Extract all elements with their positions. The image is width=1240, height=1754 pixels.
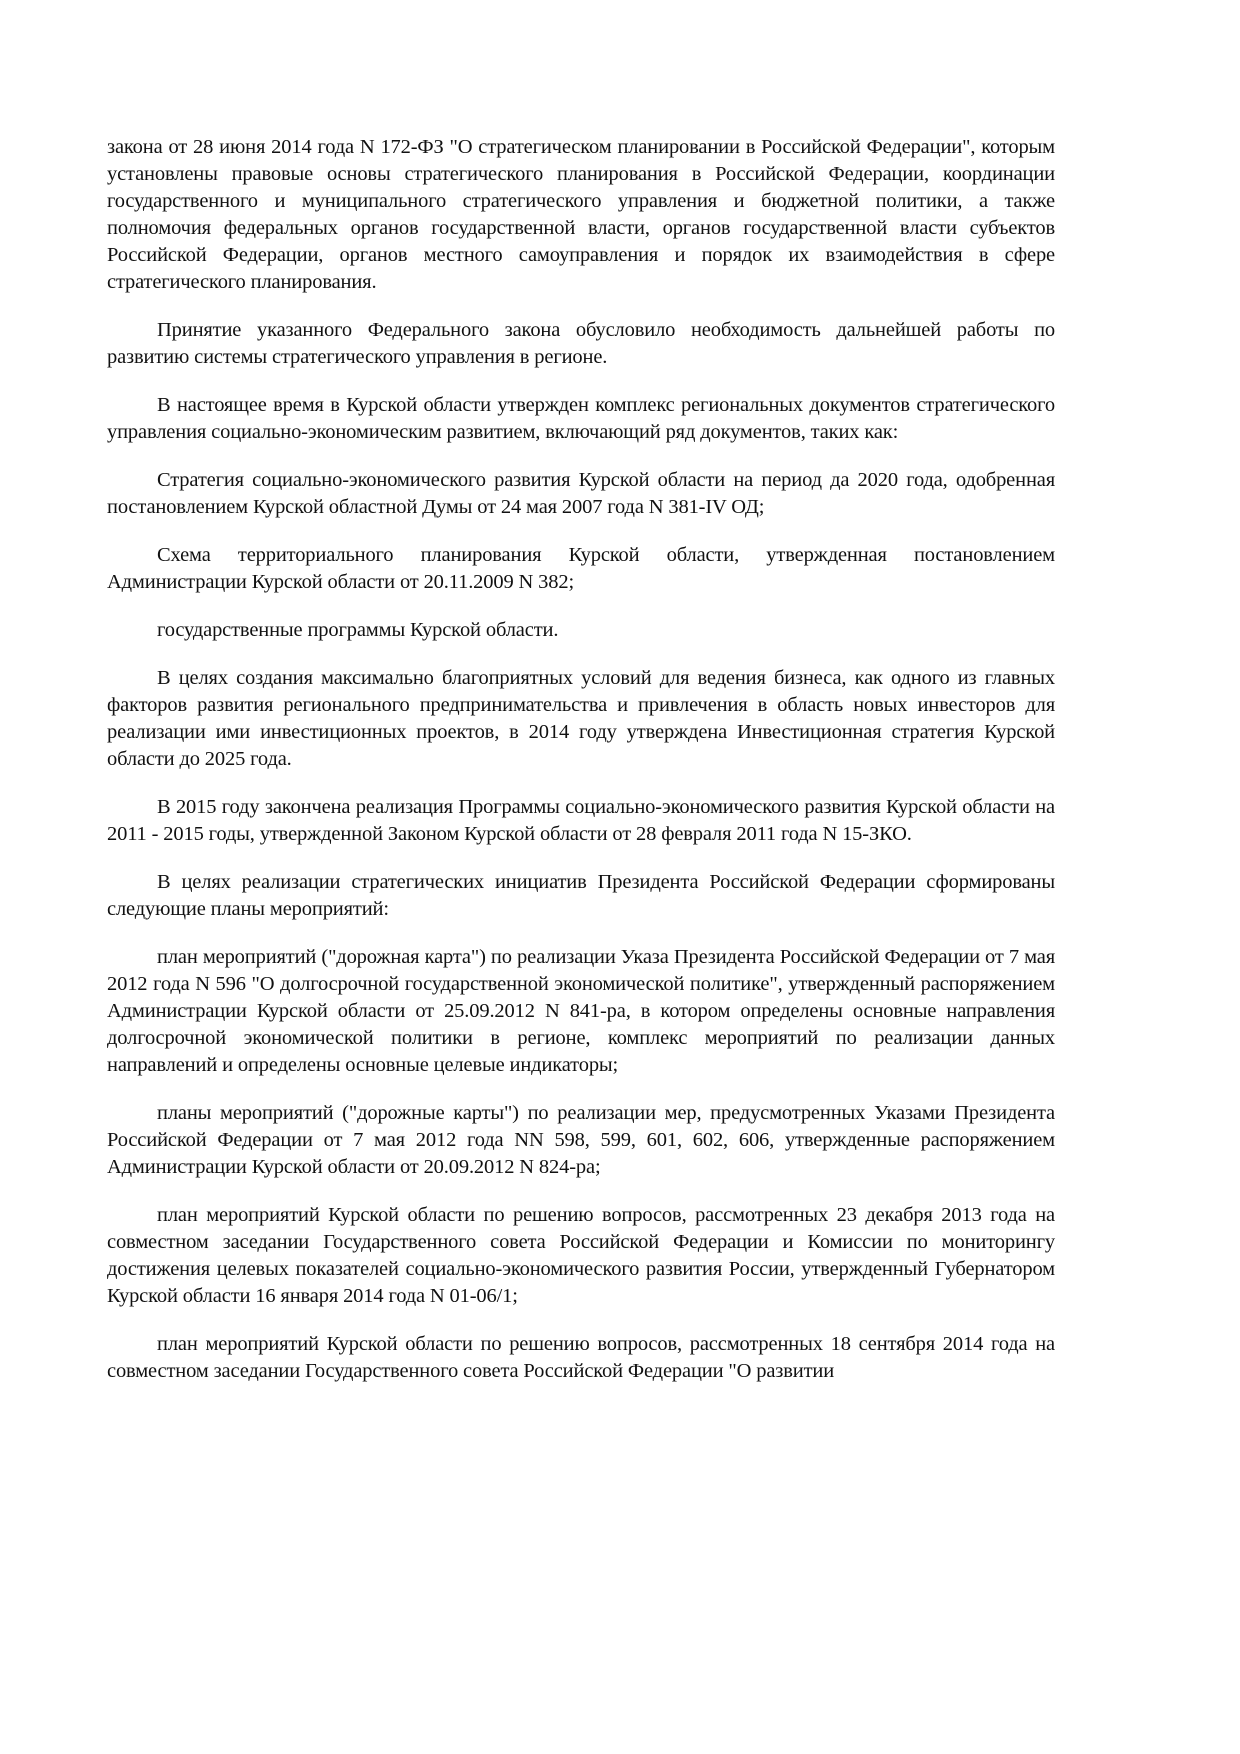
paragraph-plan-dec-2013: план мероприятий Курской области по решению вопросов, рассмотренных 23 декабря 2013 года на совместном заседании Государственного совета Российской Федерации и Комиссии по мониторингу достижения целевых показателей социально-экономического развития России, утвержденный Губернатором Курской области 16 января 2014 года N 01-06/1; xyxy=(107,1204,1055,1307)
paragraph-plan-sep-2014: план мероприятий Курской области по решению вопросов, рассмотренных 18 сентября 2014 года на совместном заседании Государственного совета Российской Федерации "О развитии xyxy=(107,1333,1055,1382)
paragraph-investment-strategy: В целях создания максимально благоприятных условий для ведения бизнеса, как одного из главных факторов развития регионального предпринимательства и привлечения в область новых инвесторов для реализации ими инвестиционных проектов, в 2014 году утверждена Инвестиционная стратегия Курской области до 2025 года. xyxy=(107,667,1055,770)
paragraph-state-programs: государственные программы Курской области. xyxy=(157,619,559,641)
paragraph-territorial-scheme: Схема территориального планирования Курской области, утвержденная постановлением Администрации Курской области от 20.11.2009 N 382; xyxy=(107,544,1055,593)
paragraph-roadmap-596: план мероприятий ("дорожная карта") по реализации Указа Президента Российской Федерации от 7 мая 2012 года N 596 "О долгосрочной государственной экономической политике", утвержденный распоряжением Администрации Курской области от 25.09.2012 N 841-ра, в котором определены основные направления долгосрочной экономической политики в регионе, комплекс мероприятий по реализации данных направлений и определены основные целевые индикаторы; xyxy=(107,946,1055,1076)
paragraph-president-initiatives: В целях реализации стратегических инициатив Президента Российской Федерации сформированы следующие планы мероприятий: xyxy=(107,871,1055,920)
paragraph-law-adoption: Принятие указанного Федерального закона обусловило необходимость дальнейшей работы по развитию системы стратегического управления в регионе. xyxy=(107,319,1055,368)
document-page xyxy=(107,134,1055,1406)
paragraph-regional-documents: В настоящее время в Курской области утвержден комплекс региональных документов стратегического управления социально-экономическим развитием, включающий ряд документов, таких как: xyxy=(107,394,1055,443)
paragraph-program-2011-2015: В 2015 году закончена реализация Программы социально-экономического развития Курской области на 2011 - 2015 годы, утвержденной Законом Курской области от 28 февраля 2011 года N 15-ЗКО. xyxy=(107,796,1055,845)
paragraph-federal-law-continuation: закона от 28 июня 2014 года N 172-ФЗ "О стратегическом планировании в Российской Федерации", которым установлены правовые основы стратегического планирования в Российской Федерации, координации государственного и муниципального стратегического управления и бюджетной политики, а также полномочия федеральных органов государственной власти, органов государственной власти субъектов Российской Федерации, органов местного самоуправления и порядок их взаимодействия в сфере стратегического планирования. xyxy=(107,136,1055,293)
paragraph-roadmaps-598-606: планы мероприятий ("дорожные карты") по реализации мер, предусмотренных Указами Президента Российской Федерации от 7 мая 2012 года NN 598, 599, 601, 602, 606, утвержденные распоряжением Администрации Курской области от 20.09.2012 N 824-ра; xyxy=(107,1102,1055,1178)
paragraph-strategy-2020: Стратегия социально-экономического развития Курской области на период да 2020 года, одобренная постановлением Курской областной Думы от 24 мая 2007 года N 381-IV ОД; xyxy=(107,469,1055,518)
